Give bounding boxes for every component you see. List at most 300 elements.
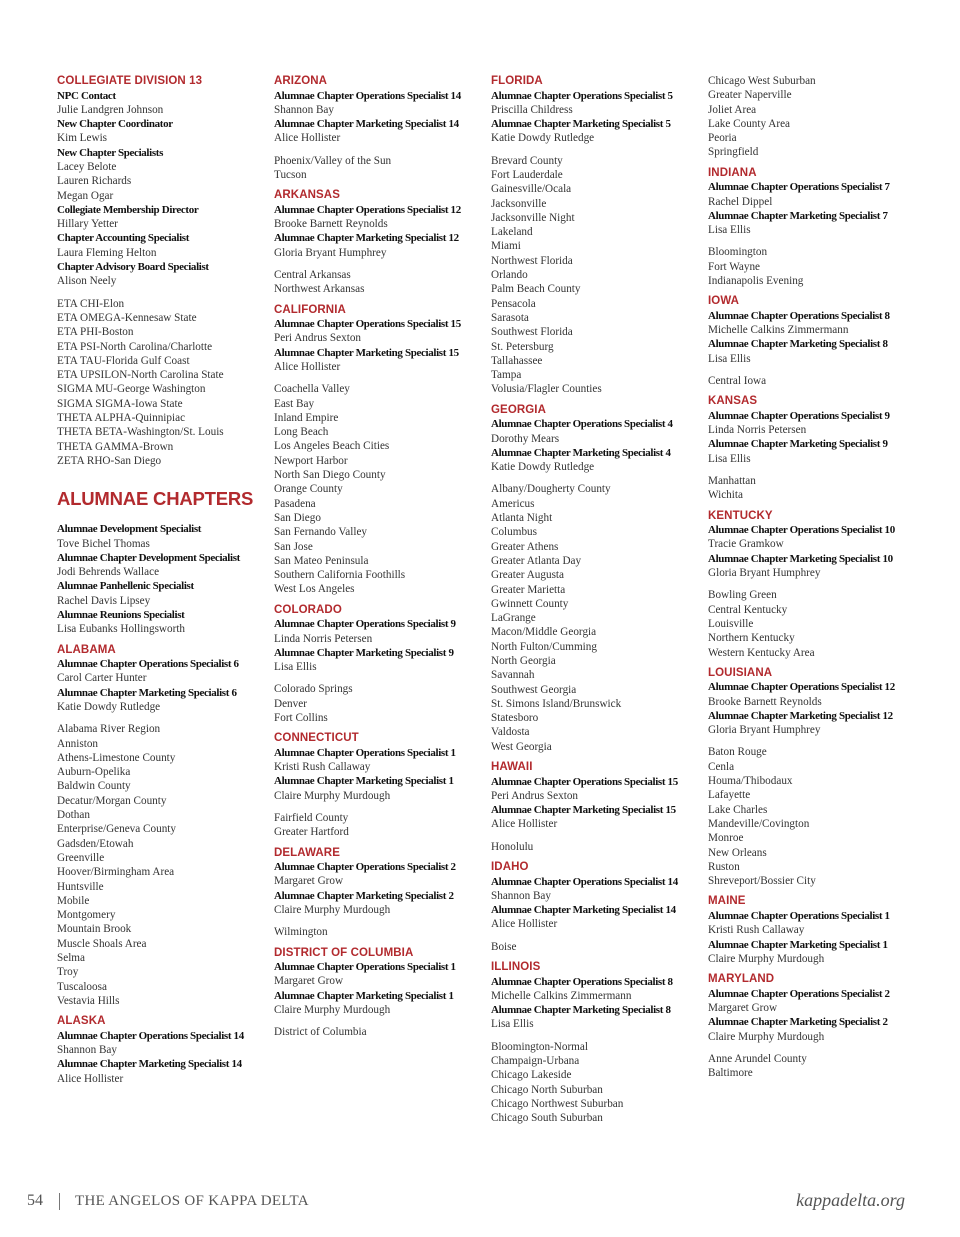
directory-section [57,74,267,468]
state-heading: MARYLAND [708,973,775,986]
contact-name: Peri Andrus Sexton [491,789,579,802]
contact-name: Alice Hollister [274,360,341,373]
state-heading: ALABAMA [57,643,116,656]
magazine-title: THE ANGELOS OF KAPPA DELTA [75,1193,309,1209]
chapter-item: THETA ALPHA-Quinnipiac [57,412,186,425]
chapter-item: Bowling Green [708,589,777,602]
chapter-item: Shreveport/Bossier City [708,875,816,888]
chapter-list [491,482,701,754]
directory-section [57,488,267,636]
contact-name: Hillary Yetter [57,218,118,231]
contact-name: Lisa Ellis [708,452,751,465]
contact-role: Alumnae Chapter Marketing Specialist 1 [274,775,454,788]
contact-name: Alice Hollister [491,818,558,831]
contact-role: Alumnae Chapter Marketing Specialist 2 [708,1016,888,1029]
state-heading: LOUISIANA [708,666,773,679]
state-heading: MAINE [708,895,746,908]
contact-role: Alumnae Chapter Operations Specialist 1 [274,746,456,759]
chapter-item: THETA BETA-Washington/St. Louis [57,426,224,439]
chapter-item: ETA PSI-North Carolina/Charlotte [57,340,213,353]
chapter-item: Muscle Shoals Area [57,937,147,950]
chapter-item: SIGMA MU-George Washington [57,383,206,396]
chapter-item: Gadsden/Etowah [57,837,134,850]
chapter-item: Wichita [708,489,743,502]
chapter-item: Central Kentucky [708,603,788,616]
contact-name: Carol Carter Hunter [57,672,147,685]
contact-role: Alumnae Chapter Operations Specialist 15 [491,775,678,788]
contact-name: Gloria Bryant Humphrey [708,567,821,580]
directory-section [57,643,267,1009]
state-heading: FLORIDA [491,75,543,87]
contact-name: Shannon Bay [57,1044,117,1057]
contact-role: Alumnae Chapter Operations Specialist 5 [491,89,673,102]
contact-role: Alumnae Chapter Operations Specialist 1 [708,909,890,922]
state-heading: GEORGIA [491,403,547,416]
contact-name: Michelle Calkins Zimmermann [708,324,849,337]
chapter-item: Volusia/Flagler Counties [491,383,602,396]
state-heading: IOWA [708,295,740,308]
chapter-list [274,154,484,183]
contact-role: Alumnae Chapter Marketing Specialist 9 [708,438,888,451]
state-heading: ILLINOIS [491,961,541,974]
state-heading: ARIZONA [274,75,328,87]
contact-name: Brooke Barnett Reynolds [274,218,388,231]
contact-name: Kristi Rush Callaway [274,761,371,774]
directory-section [274,74,484,182]
chapter-item: Tuscaloosa [57,980,107,993]
chapter-item: THETA GAMMA-Brown [57,440,174,453]
column-2 [274,74,484,1046]
contact-name: Julie Landgren Johnson [57,103,164,116]
chapter-item: Fairfield County [274,811,349,824]
contact-role: Chapter Accounting Specialist [57,232,190,245]
column-3 [491,74,701,1132]
contact-role: Alumnae Chapter Operations Specialist 6 [57,658,239,671]
contact-name: Alice Hollister [57,1072,124,1085]
chapter-item: Troy [57,966,79,979]
contact-name: Brooke Barnett Reynolds [708,695,822,708]
state-heading: KENTUCKY [708,509,773,522]
state-heading: DISTRICT OF COLUMBIA [274,946,414,959]
chapter-item: Dothan [57,809,90,822]
chapter-item: Jacksonville [491,197,547,210]
contact-name: Dorothy Mears [491,432,560,445]
contact-role: Alumnae Chapter Operations Specialist 7 [708,181,890,194]
section-title: ALUMNAE CHAPTERS [57,488,254,510]
contact-role: Alumnae Chapter Operations Specialist 14 [274,89,461,102]
chapter-item: Pensacola [491,297,536,310]
chapter-item: San Diego [274,511,321,524]
contact-name: Claire Murphy Murdough [274,1003,391,1016]
chapter-item: Macon/Middle Georgia [491,626,597,639]
chapter-item: Chicago West Suburban [708,75,816,87]
chapter-item: Albany/Dougherty County [491,483,611,496]
contact-role: Alumnae Chapter Operations Specialist 8 [708,309,890,322]
chapter-item: Fort Lauderdale [491,168,563,181]
contact-name: Claire Murphy Murdough [708,952,825,965]
chapter-item: Chicago Lakeside [491,1069,572,1082]
chapter-item: Southwest Florida [491,326,573,339]
directory-section [491,760,701,854]
chapter-item: East Bay [274,397,315,410]
chapter-item: Greenville [57,851,105,864]
chapter-item: Lakeland [491,226,533,239]
chapter-item: Tampa [491,369,522,382]
directory-section [708,666,918,889]
chapter-item: Pasadena [274,497,316,510]
chapter-item: Mobile [57,894,90,907]
chapter-item: Alabama River Region [57,723,161,736]
chapter-item: Northwest Florida [491,254,573,267]
chapter-item: Boise [491,940,517,953]
chapter-item: Sarasota [491,311,529,324]
contact-name: Linda Norris Petersen [708,424,807,437]
contact-role: New Chapter Specialists [57,146,164,159]
contact-role: Alumnae Chapter Development Specialist [57,551,240,564]
directory-section [274,731,484,839]
chapter-item: ZETA RHO-San Diego [57,454,162,467]
contact-name: Margaret Grow [708,1001,778,1014]
state-heading: ARKANSAS [274,189,340,202]
contact-role: Alumnae Chapter Marketing Specialist 7 [708,209,888,222]
chapter-item: Southwest Georgia [491,683,577,696]
chapter-list [708,1052,918,1081]
chapter-item: San Mateo Peninsula [274,554,369,567]
chapter-item: Enterprise/Geneva County [57,823,176,836]
chapter-item: Tallahassee [491,354,543,367]
chapter-item: Miami [491,240,521,253]
contact-name: Claire Murphy Murdough [274,903,391,916]
contact-name: Tove Bichel Thomas [57,537,150,550]
chapter-item: ETA UPSILON-North Carolina State [57,369,224,382]
chapter-item: Western Kentucky Area [708,646,815,659]
contact-name: Lisa Ellis [708,352,751,365]
page-footer [27,1190,905,1214]
contact-role: Alumnae Chapter Marketing Specialist 15 [491,804,676,817]
chapter-item: Anne Arundel County [708,1052,807,1065]
directory-section [708,166,918,289]
chapter-item: Lake County Area [708,117,791,130]
chapter-item: Huntsville [57,880,104,893]
contact-name: Lisa Eubanks Hollingsworth [57,623,186,636]
contact-name: Linda Norris Petersen [274,632,373,645]
chapter-item: Springfield [708,146,759,159]
chapter-item: Honolulu [491,840,534,853]
contact-role: Alumnae Chapter Operations Specialist 4 [491,418,673,431]
state-heading: COLORADO [274,603,342,616]
chapter-item: West Los Angeles [274,583,355,596]
chapter-item: Mandeville/Covington [708,817,810,830]
contact-name: Laura Fleming Helton [57,246,157,259]
directory-section [708,294,918,388]
directory-section [708,509,918,660]
contact-name: Priscilla Childress [491,103,573,116]
state-heading: HAWAII [491,761,533,774]
chapter-item: Central Iowa [708,375,767,388]
contact-name: Katie Dowdy Rutledge [491,132,595,145]
contact-role: Alumnae Chapter Operations Specialist 1 [274,961,456,974]
contact-role: Chapter Advisory Board Specialist [57,261,209,274]
contact-name: Jodi Behrends Wallace [57,566,160,579]
contact-role: Alumnae Chapter Marketing Specialist 1 [708,938,888,951]
chapter-item: Vestavia Hills [57,994,120,1007]
contact-role: Alumnae Chapter Marketing Specialist 14 [491,904,676,917]
chapter-item: Americus [491,497,535,510]
chapter-list [708,245,918,288]
chapter-item: SIGMA SIGMA-Iowa State [57,397,183,410]
chapter-list [708,745,918,888]
chapter-item: Palm Beach County [491,283,581,296]
chapter-item: Inland Empire [274,411,339,424]
chapter-list [274,925,484,939]
chapter-item: Central Arkansas [274,268,351,281]
chapter-item: Chicago Northwest Suburban [491,1097,624,1110]
chapter-item: North Georgia [491,654,556,667]
contact-role: Alumnae Chapter Operations Specialist 2 [708,987,890,1000]
chapter-item: Orange County [274,483,343,496]
contact-name: Megan Ogar [57,189,114,202]
chapter-list [274,268,484,297]
chapter-item: St. Simons Island/Brunswick [491,697,622,710]
chapter-item: Indianapolis Evening [708,275,804,288]
contact-name: Claire Murphy Murdough [708,1030,825,1043]
chapter-list [274,682,484,725]
contact-name: Peri Andrus Sexton [274,332,362,345]
chapter-list [491,840,701,854]
contact-role: Alumnae Chapter Marketing Specialist 12 [708,709,893,722]
contact-role: Alumnae Chapter Operations Specialist 12 [708,681,895,694]
chapter-item: Tucson [274,168,307,181]
contact-name: Margaret Grow [274,975,344,988]
chapter-list [274,382,484,596]
contact-name: Lacey Belote [57,160,117,173]
chapter-item: Baltimore [708,1067,753,1080]
chapter-item: Fort Collins [274,711,328,724]
chapter-item: ETA OMEGA-Kennesaw State [57,311,197,324]
chapter-item: Jacksonville Night [491,211,575,224]
chapter-item: Savannah [491,669,535,682]
directory-section [708,394,918,502]
chapter-item: Anniston [57,737,99,750]
chapter-item: Lafayette [708,789,751,802]
chapter-list [708,588,918,659]
contact-name: Michelle Calkins Zimmermann [491,989,632,1002]
chapter-item: Orlando [491,269,528,282]
chapter-item: Baton Rouge [708,746,767,759]
directory-section [274,188,484,296]
chapter-item: Denver [274,697,307,710]
chapter-list [491,940,701,954]
contact-role: Alumnae Panhellenic Specialist [57,580,194,593]
page-number: 54 [27,1192,43,1209]
chapter-item: Greater Hartford [274,826,349,839]
contact-role: Collegiate Membership Director [57,203,199,216]
state-heading: DELAWARE [274,846,340,859]
contact-name: Shannon Bay [274,103,334,116]
chapter-item: Long Beach [274,426,329,439]
contact-name: Alice Hollister [491,918,558,931]
contact-role: Alumnae Chapter Operations Specialist 14 [57,1029,244,1042]
chapter-item: West Georgia [491,740,552,753]
contact-role: Alumnae Chapter Marketing Specialist 10 [708,552,893,565]
chapter-item: Gainesville/Ocala [491,183,572,196]
chapter-list [708,74,918,160]
contact-role: Alumnae Chapter Marketing Specialist 14 [274,118,459,131]
chapter-item: Los Angeles Beach Cities [274,440,390,453]
chapter-item: Columbus [491,526,538,539]
contact-role: Alumnae Chapter Marketing Specialist 2 [274,889,454,902]
state-heading: COLLEGIATE DIVISION 13 [57,75,203,87]
directory-section [491,960,701,1125]
chapter-list [274,811,484,840]
chapter-item: Peoria [708,132,737,145]
chapter-list [57,297,267,469]
chapter-item: Wilmington [274,926,328,939]
chapter-item: Athens-Limestone County [57,751,176,764]
chapter-list [491,1040,701,1126]
contact-role: New Chapter Coordinator [57,118,173,131]
contact-role: Alumnae Chapter Operations Specialist 9 [708,409,890,422]
chapter-item: Greater Atlanta Day [491,554,582,567]
state-heading: KANSAS [708,395,758,408]
chapter-item: District of Columbia [274,1026,367,1039]
chapter-item: Chicago South Suburban [491,1112,603,1125]
directory-section [274,846,484,940]
chapter-item: San Fernando Valley [274,526,368,539]
chapter-item: Southern California Foothills [274,569,406,582]
contact-role: Alumnae Chapter Operations Specialist 15 [274,318,461,331]
chapter-item: Newport Harbor [274,454,348,467]
chapter-list [708,374,918,388]
directory-section [274,946,484,1040]
contact-role: Alumnae Chapter Operations Specialist 2 [274,861,456,874]
directory-section [708,972,918,1080]
chapter-item: Bloomington [708,246,768,259]
contact-name: Lisa Ellis [708,224,751,237]
column-4 [708,74,918,1086]
chapter-item: Selma [57,952,85,965]
chapter-item: San Jose [274,540,313,553]
chapter-item: Auburn-Opelika [57,766,131,779]
directory-section [708,894,918,966]
contact-role: Alumnae Chapter Operations Specialist 8 [491,975,673,988]
chapter-item: Gwinnett County [491,597,569,610]
contact-role: Alumnae Chapter Marketing Specialist 14 [57,1058,242,1071]
chapter-item: ETA PHI-Boston [57,326,134,339]
contact-role: Alumnae Chapter Marketing Specialist 9 [274,646,454,659]
chapter-item: Fort Wayne [708,260,761,273]
contact-role: Alumnae Chapter Marketing Specialist 1 [274,989,454,1002]
contact-role: Alumnae Chapter Marketing Specialist 6 [57,686,237,699]
contact-name: Alison Neely [57,275,117,288]
chapter-item: Hoover/Birmingham Area [57,866,175,879]
chapter-item: St. Petersburg [491,340,554,353]
directory-section [57,1014,267,1086]
chapter-item: Montgomery [57,909,116,922]
contact-name: Gloria Bryant Humphrey [274,246,387,259]
chapter-item: Phoenix/Valley of the Sun [274,154,392,167]
contact-name: Rachel Dippel [708,195,773,208]
contact-name: Lisa Ellis [491,1018,534,1031]
chapter-list [491,154,701,397]
contact-name: Katie Dowdy Rutledge [491,461,595,474]
contact-role: NPC Contact [57,89,116,102]
chapter-item: LaGrange [491,612,536,625]
chapter-item: Greater Naperville [708,89,792,102]
contact-name: Margaret Grow [274,875,344,888]
chapter-item: Lake Charles [708,803,768,816]
website-link[interactable]: kappadelta.org [796,1190,905,1210]
chapter-item: Colorado Springs [274,683,353,696]
contact-role: Alumnae Chapter Marketing Specialist 8 [491,1004,671,1017]
contact-name: Lisa Ellis [274,661,317,674]
chapter-item: Louisville [708,617,754,630]
chapter-item: Champaign-Urbana [491,1055,580,1068]
footer-divider [59,1193,60,1210]
state-heading: CALIFORNIA [274,303,346,316]
directory-section [491,74,701,397]
chapter-item: Brevard County [491,154,563,167]
contact-role: Alumnae Chapter Marketing Specialist 8 [708,338,888,351]
directory-section [708,74,918,160]
contact-name: Shannon Bay [491,889,551,902]
chapter-item: North Fulton/Cumming [491,640,597,653]
contact-name: Kristi Rush Callaway [708,924,805,937]
contact-role: Alumnae Chapter Operations Specialist 10 [708,524,895,537]
chapter-item: Decatur/Morgan County [57,794,167,807]
chapter-list [274,1025,484,1039]
contact-name: Lauren Richards [57,175,132,188]
chapter-item: Joliet Area [708,103,757,116]
column-1 [57,74,267,1092]
chapter-item: ETA TAU-Florida Gulf Coast [57,354,190,367]
contact-role: Alumnae Chapter Marketing Specialist 12 [274,232,459,245]
contact-name: Tracie Gramkow [708,538,784,551]
chapter-item: Baldwin County [57,780,131,793]
chapter-item: Greater Marietta [491,583,566,596]
contact-role: Alumnae Chapter Operations Specialist 9 [274,618,456,631]
contact-name: Alice Hollister [274,132,341,145]
contact-role: Alumnae Chapter Operations Specialist 12 [274,203,461,216]
chapter-item: Mountain Brook [57,923,132,936]
chapter-item: Valdosta [491,726,530,739]
contact-role: Alumnae Chapter Operations Specialist 14 [491,875,678,888]
state-heading: CONNECTICUT [274,732,359,745]
contact-role: Alumnae Chapter Marketing Specialist 4 [491,446,671,459]
contact-name: Kim Lewis [57,132,108,145]
state-heading: IDAHO [491,861,529,874]
chapter-item: Bloomington-Normal [491,1040,588,1053]
chapter-item: Atlanta Night [491,512,553,525]
chapter-item: Northern Kentucky [708,632,795,645]
chapter-item: Coachella Valley [274,383,350,396]
chapter-item: Manhattan [708,475,756,488]
contact-role: Alumnae Chapter Marketing Specialist 5 [491,118,671,131]
contact-role: Alumnae Chapter Marketing Specialist 15 [274,346,459,359]
state-heading: INDIANA [708,166,757,179]
chapter-item: Houma/Thibodaux [708,775,793,788]
chapter-list [708,474,918,503]
state-heading: ALASKA [57,1015,106,1028]
chapter-item: North San Diego County [274,469,386,482]
chapter-item: ETA CHI-Elon [57,297,125,310]
contact-role: Alumnae Reunions Specialist [57,609,185,621]
chapter-item: Cenla [708,760,735,773]
chapter-item: Greater Augusta [491,569,565,582]
chapter-item: New Orleans [708,846,767,859]
contact-name: Rachel Davis Lipsey [57,594,151,607]
contact-role: Alumnae Development Specialist [57,523,202,536]
